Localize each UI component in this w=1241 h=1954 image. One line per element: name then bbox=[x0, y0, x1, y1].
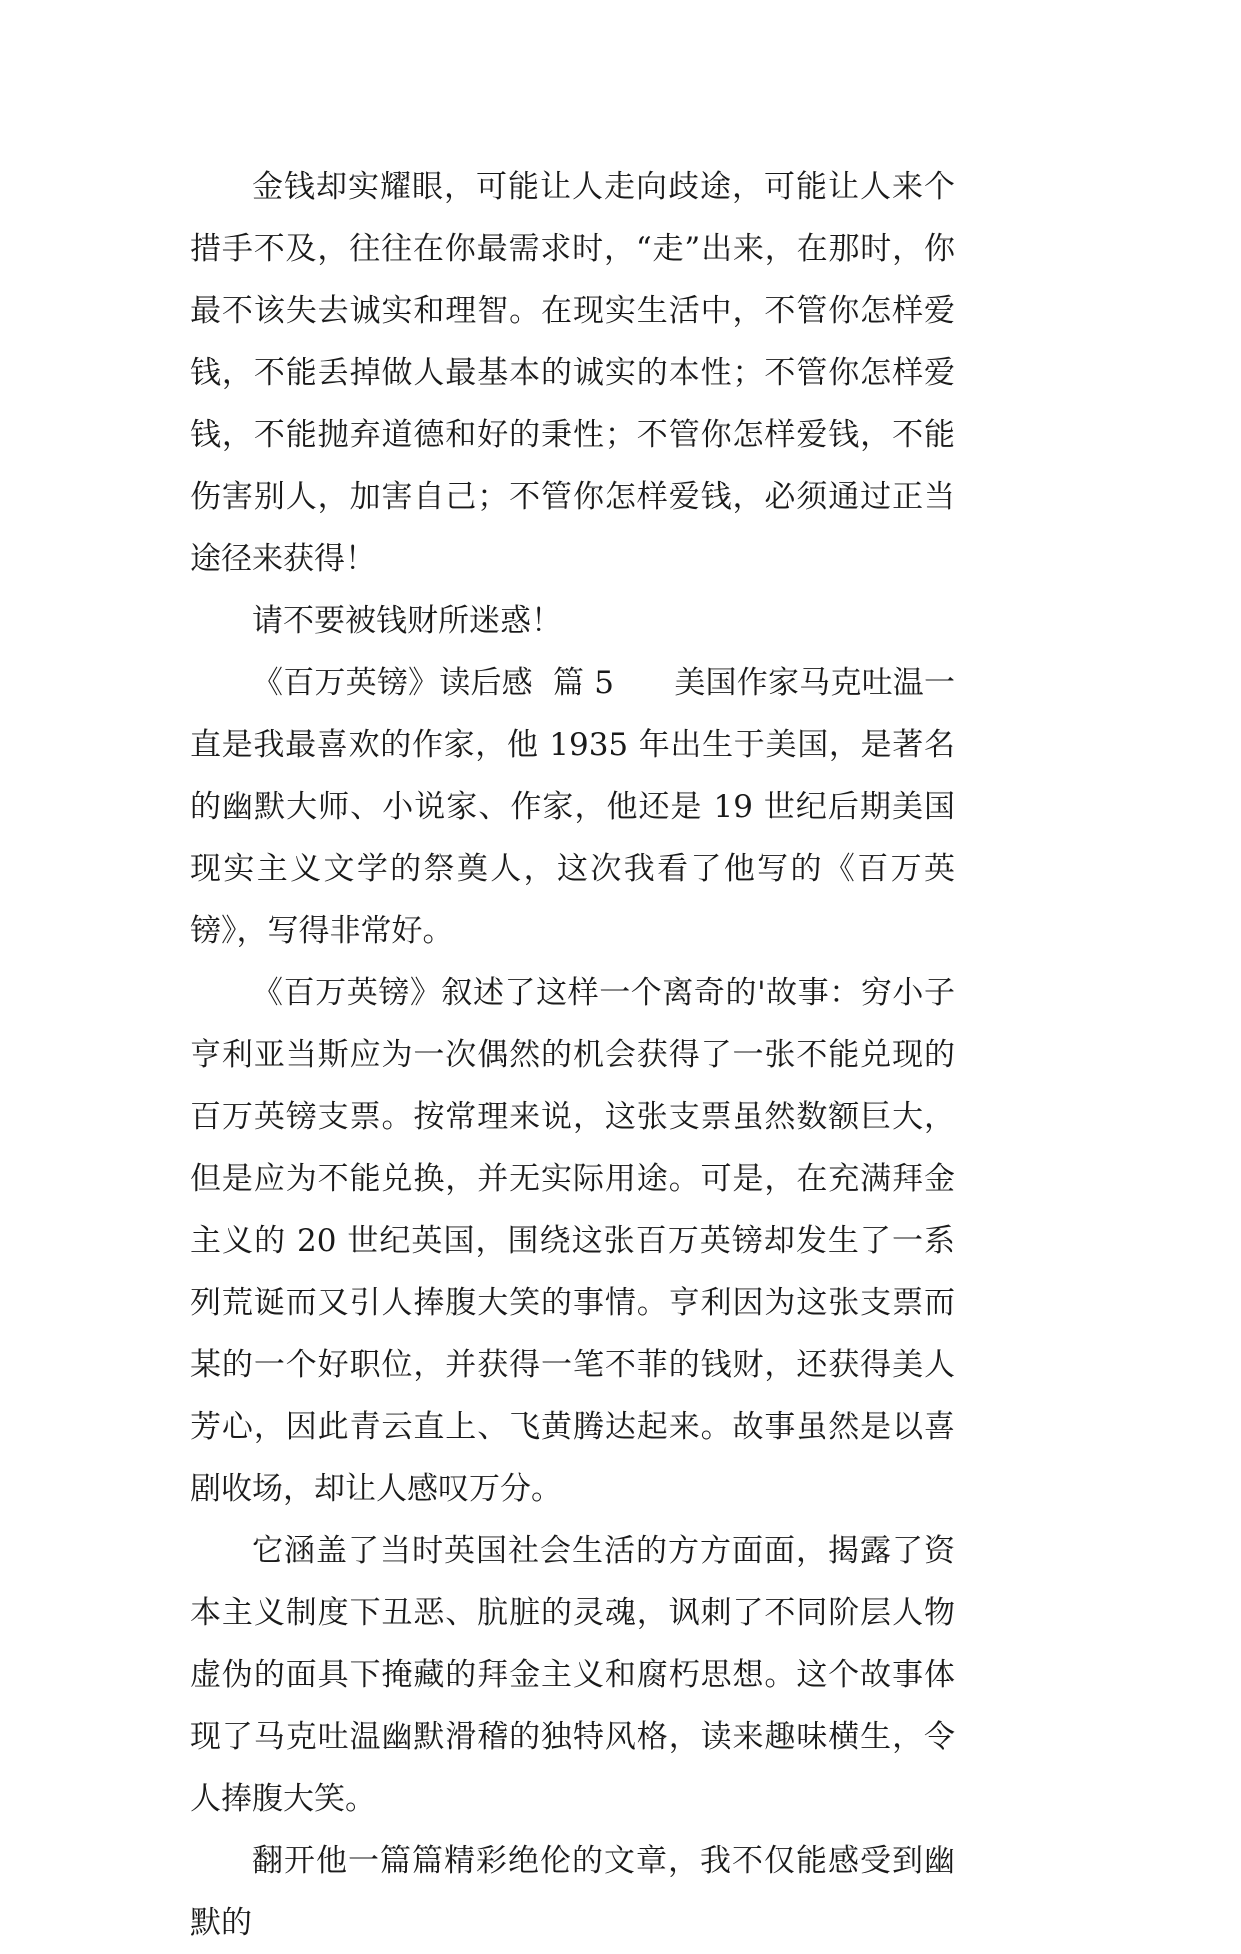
paragraph-story-summary: 《百万英镑》叙述了这样一个离奇的'故事：穷小子亨利亚当斯应为一次偶然的机会获得了一张不能兑现的百万英镑支票。按常理来说，这张支票虽然数额巨大，但是应为不能兑换，并无实际用途。可是，在充满拜金主义的 20 世纪英国，围绕这张百万英镑却发生了一系列荒诞而又引人捧腹大笑的事情。亨利因为这张支票而某的一个好职位，并获得一笔不菲的钱财，还获得美人芳心，因此青云直上、飞黄腾达起来。故事虽然是以喜剧收场，却让人感叹万分。 bbox=[190, 975, 955, 1507]
paragraph-closing-fragment: 翻开他一篇篇精彩绝伦的文章，我不仅能感受到幽默的 bbox=[190, 1843, 955, 1941]
paragraph-do-not-be-deceived: 请不要被钱财所迷惑！ bbox=[252, 603, 562, 639]
paragraph-social-critique: 它涵盖了当时英国社会生活的方方面面，揭露了资本主义制度下丑恶、肮脏的灵魂，讽刺了不同阶层人物虚伪的面具下掩藏的拜金主义和腐朽思想。这个故事体现了马克吐温幽默滑稽的独特风格，读来趣味横生，令人捧腹大笑。 bbox=[190, 1533, 955, 1817]
paragraph-essay-5-intro: 《百万英镑》读后感 篇 5 美国作家马克吐温一直是我最喜欢的作家，他 1935 年出生于美国，是著名的幽默大师、小说家、作家，他还是 19 世纪后期美国现实主义文学的祭奠人，这次我看了他写的《百万英镑》，写得非常好。 bbox=[190, 665, 955, 949]
body-text bbox=[190, 156, 955, 1954]
paragraph-money-honesty: 金钱却实耀眼，可能让人走向歧途，可能让人来个措手不及，往往在你最需求时，“走”出来，在那时，你最不该失去诚实和理智。在现实生活中，不管你怎样爱钱，不能丢掉做人最基本的诚实的本性；不管你怎样爱钱，不能抛弃道德和好的秉性；不管你怎样爱钱，不能伤害别人，加害自己；不管你怎样爱钱，必须通过正当途径来获得！ bbox=[190, 169, 955, 577]
